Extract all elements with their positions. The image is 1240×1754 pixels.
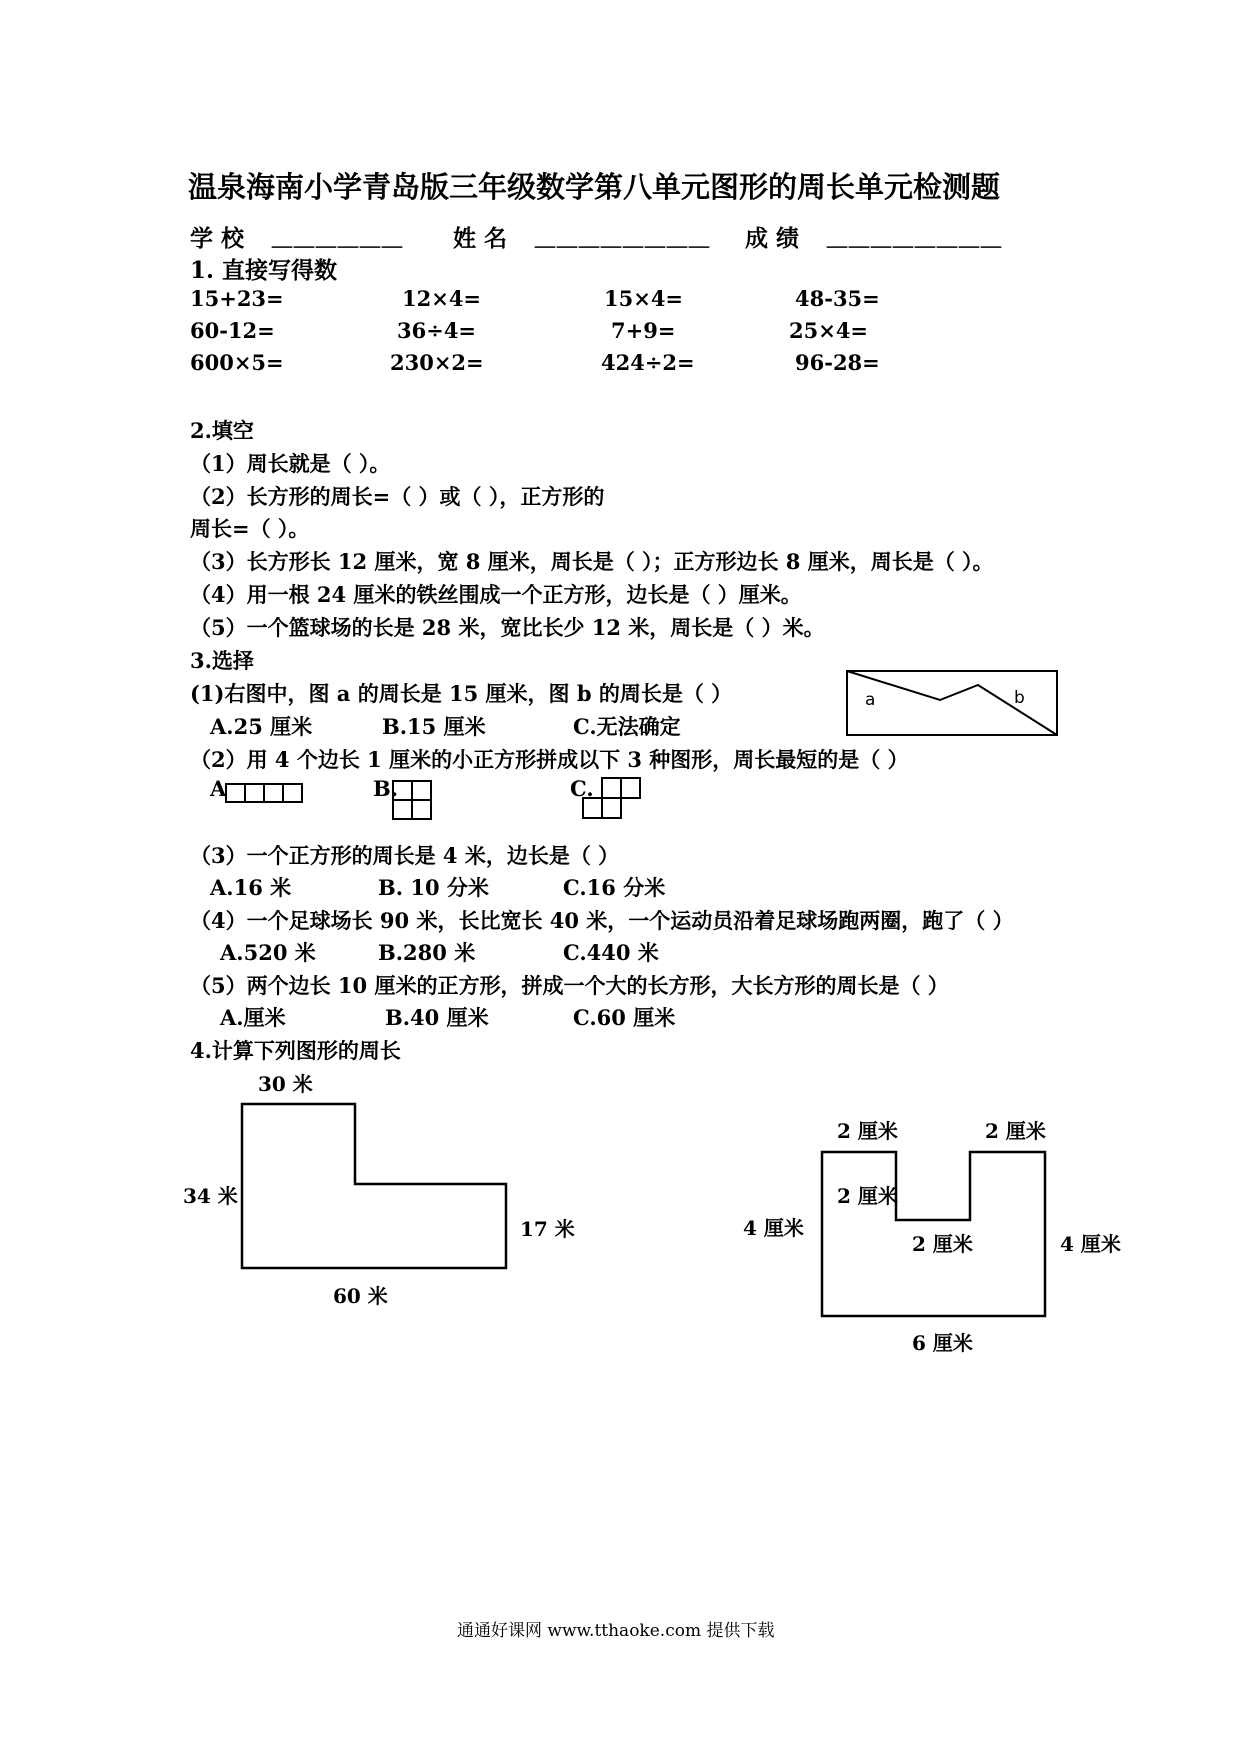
choice-q2: （2）用 4 个边长 1 厘米的小正方形拼成以下 3 种图形，周长最短的是（ ） — [190, 747, 909, 772]
fig2-top-left-label: 2 厘米 — [837, 1119, 898, 1143]
calc-1-3: 15×4= — [604, 286, 684, 311]
choice-q4-c[interactable]: C.440 米 — [563, 940, 659, 965]
choice-q5-c[interactable]: C.60 厘米 — [573, 1005, 676, 1030]
q2-shape-b — [392, 780, 432, 820]
calc-3-2: 230×2= — [390, 350, 484, 375]
page-title: 温泉海南小学青岛版三年级数学第八单元图形的周长单元检测题 — [188, 170, 1001, 204]
calc-3-1: 600×5= — [190, 350, 284, 375]
fig2-right-label: 4 厘米 — [1060, 1232, 1121, 1256]
calc-1-4: 48-35= — [795, 286, 880, 311]
calc-1-2: 12×4= — [402, 286, 482, 311]
fig1-top-label: 30 米 — [258, 1072, 313, 1096]
calc-2-3: 7+9= — [611, 318, 676, 343]
calc-1-1: 15+23= — [190, 286, 284, 311]
choice-q2-c-label[interactable]: C. — [570, 776, 594, 801]
footer-credit: 通通好课网 www.tthaoke.com 提供下载 — [457, 1621, 775, 1641]
school-blank[interactable]: ＿＿＿＿＿＿ — [272, 226, 404, 250]
q1-figure-label-b: b — [1014, 688, 1025, 708]
q1-figure — [846, 669, 1060, 739]
choice-q2-a-label[interactable]: A — [210, 776, 227, 801]
q2-shape-a — [225, 783, 303, 803]
choice-q1-b[interactable]: B.15 厘米 — [382, 714, 486, 739]
score-blank[interactable]: ＿＿＿＿＿＿＿＿ — [827, 226, 1003, 250]
calc-2-4: 25×4= — [789, 318, 869, 343]
choice-q3: （3）一个正方形的周长是 4 米，边长是（ ） — [190, 843, 620, 868]
fig1-bottom-label: 60 米 — [333, 1284, 388, 1308]
choice-q5-a[interactable]: A.厘米 — [220, 1005, 286, 1030]
fig2-bottom-label: 6 厘米 — [912, 1331, 973, 1355]
choice-q5: （5）两个边长 10 厘米的正方形，拼成一个大的长方形，大长方形的周长是（ ） — [190, 973, 949, 998]
fill-q2a: （2）长方形的周长=（ ）或（ ），正方形的 — [190, 484, 605, 509]
choice-q1-a[interactable]: A.25 厘米 — [210, 714, 313, 739]
section3-heading: 3.选择 — [190, 648, 254, 673]
fig1-left-label: 34 米 — [183, 1184, 238, 1208]
choice-q1-c[interactable]: C.无法确定 — [573, 714, 681, 739]
q1-figure-label-a: a — [865, 690, 876, 710]
choice-q5-b[interactable]: B.40 厘米 — [385, 1005, 489, 1030]
fig1-right-label: 17 米 — [520, 1217, 575, 1241]
section2-heading: 2.填空 — [190, 418, 254, 443]
fill-q1: （1）周长就是（ ）。 — [190, 451, 391, 476]
fill-q4: （4）用一根 24 厘米的铁丝围成一个正方形，边长是（ ）厘米。 — [190, 582, 802, 607]
choice-q3-b[interactable]: B. 10 分米 — [378, 875, 489, 900]
school-label: 学 校 — [190, 225, 245, 252]
q2-shape-c — [582, 777, 642, 819]
perimeter-figure-1 — [240, 1102, 510, 1272]
fill-q3: （3）长方形长 12 厘米，宽 8 厘米，周长是（ ）；正方形边长 8 厘米，周长是（ ）。 — [190, 549, 994, 574]
name-blank[interactable]: ＿＿＿＿＿＿＿＿ — [535, 226, 711, 250]
fig2-top-right-label: 2 厘米 — [985, 1119, 1046, 1143]
section4-heading: 4.计算下列图形的周长 — [190, 1038, 401, 1063]
calc-2-1: 60-12= — [190, 318, 275, 343]
fig2-inner-bottom-label: 2 厘米 — [912, 1232, 973, 1256]
name-label: 姓 名 — [453, 225, 508, 252]
calc-3-3: 424÷2= — [601, 350, 695, 375]
fill-q5: （5）一个篮球场的长是 28 米，宽比长少 12 米，周长是（ ）米。 — [190, 615, 825, 640]
calc-3-4: 96-28= — [795, 350, 880, 375]
choice-q3-c[interactable]: C.16 分米 — [563, 875, 666, 900]
calc-2-2: 36÷4= — [397, 318, 477, 343]
fill-q2b: 周长=（ ）。 — [190, 516, 310, 541]
choice-q4-b[interactable]: B.280 米 — [378, 940, 476, 965]
fig2-left-label: 4 厘米 — [743, 1216, 804, 1240]
choice-q3-a[interactable]: A.16 米 — [210, 875, 292, 900]
choice-q4: （4）一个足球场长 90 米，长比宽长 40 米，一个运动员沿着足球场跑两圈，跑了（ ） — [190, 908, 1014, 933]
section1-heading: 1. 直接写得数 — [190, 257, 338, 284]
choice-q1: (1)右图中，图 a 的周长是 15 厘米，图 b 的周长是（ ） — [190, 681, 733, 706]
choice-q4-a[interactable]: A.520 米 — [220, 940, 316, 965]
fig2-inner-side-label: 2 厘米 — [837, 1184, 898, 1208]
score-label: 成 绩 — [745, 225, 800, 252]
choice-q2-b-label[interactable]: B. — [373, 776, 399, 801]
